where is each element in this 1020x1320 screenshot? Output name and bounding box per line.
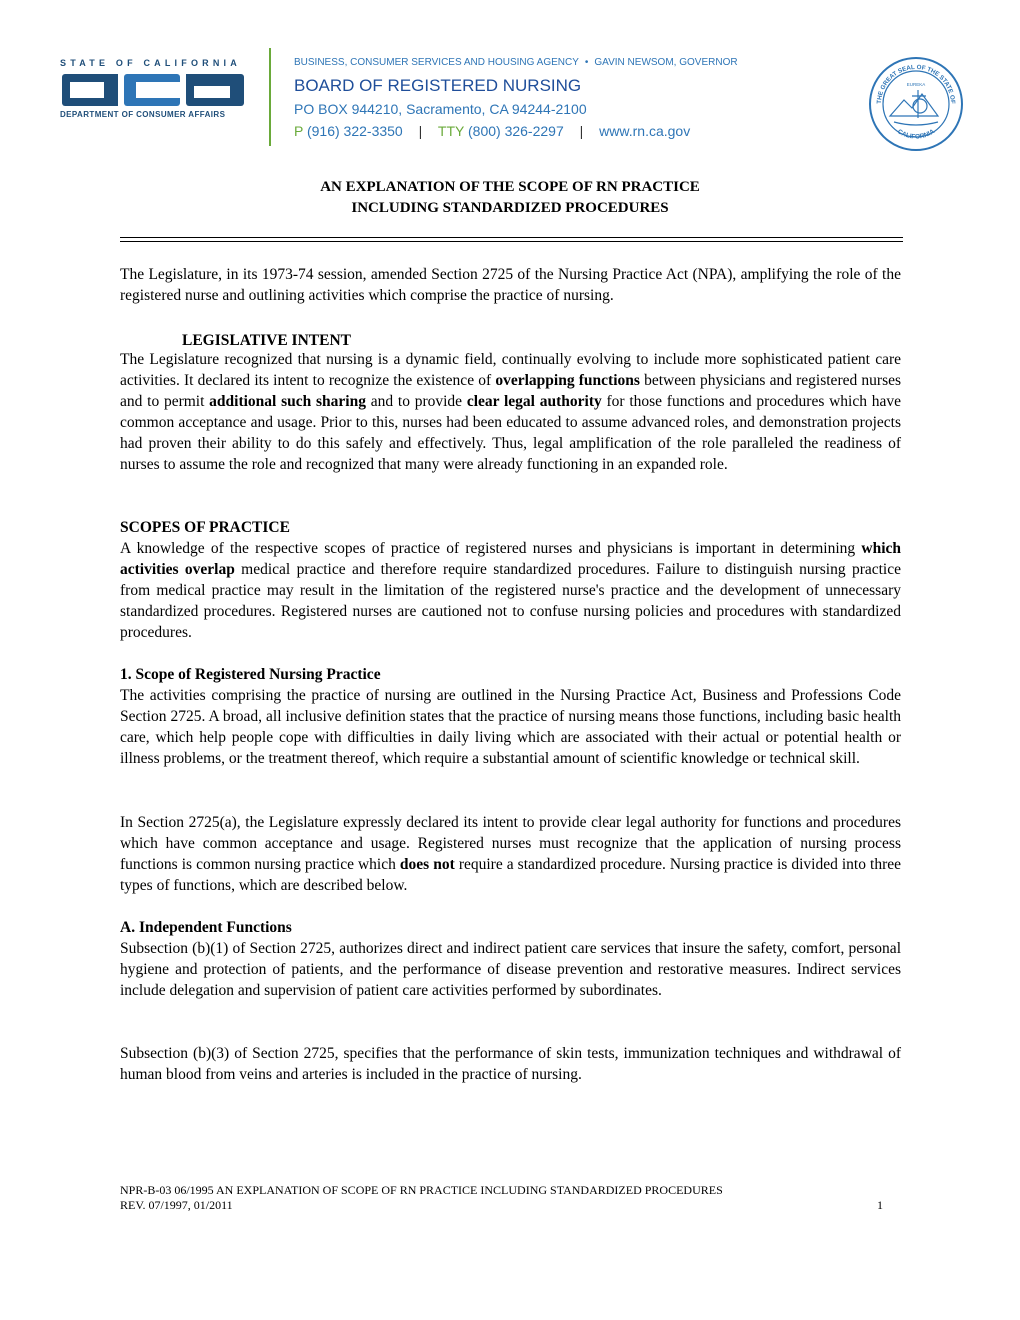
agency-bullet: • [584,57,589,68]
bold-overlapping-functions: overlapping functions [495,372,640,389]
phone-label: P [294,123,304,139]
logo-dept-text: DEPARTMENT OF CONSUMER AFFAIRS [60,110,226,119]
document-title-line1: AN EXPLANATION OF THE SCOPE OF RN PRACTICE [320,179,700,195]
independent-functions-paragraph-2: Subsection (b)(3) of Section 2725, specifies that the performance of skin tests, immunization techniques and withdrawal of human blood from veins and arteries is included in the practice of nursing. [120,1045,901,1083]
independent-functions-heading: A. Independent Functions [120,919,292,936]
footer-doc-id: NPR-B-03 06/1995 AN EXPLANATION OF SCOPE OF RN PRACTICE INCLUDING STANDARDIZED PROCEDURES [120,1183,723,1197]
scopes-paragraph [120,538,901,643]
section-2725a-paragraph [120,812,901,896]
text-run: for those functions and procedures which have common acceptance and usage. Prior to this, nurses had been educated to assume advanced roles, and demonstration projects had proven their ability to do this safely and effectively. Thus, legal amplification of the role paralleled the readiness of nurses to assume the role and recognized that many were already functioning in an expanded role. [120,393,902,473]
title-rule-bottom [120,241,903,242]
page-footer [120,1183,883,1213]
seal-motto: EUREKA [906,82,926,87]
legislative-intent-paragraph [120,349,901,475]
website-link[interactable]: www.rn.ca.gov [599,123,691,139]
tty-label: TTY [437,123,465,139]
dca-logo [60,58,250,119]
bold-clear-legal-authority: clear legal authority [466,393,602,410]
text-run: The Legislature recognized that nursing is a dynamic field, continually evolving to include more sophisticated patient care activities. It declared its intent to recognize the existence of [120,351,901,389]
footer-row [120,1198,883,1213]
letterhead-divider [269,48,271,146]
footer-revision: REV. 07/1997, 01/2011 [120,1198,233,1212]
page-number: 1 [877,1198,883,1212]
board-name: BOARD OF REGISTERED NURSING [294,76,582,95]
independent-functions-paragraph-1: Subsection (b)(1) of Section 2725, authorizes direct and indirect patient care services that insure the safety, comfort, personal hygiene and protection of patients, and the performance of disease prevention and restorative measures. Indirect services include delegation and supervision of patient care activities performed by subordinates. [120,940,901,999]
bold-additional-sharing: additional such sharing [209,393,366,410]
scope-rn-paragraph: The activities comprising the practice of nursing are outlined in the Nursing Practice Act, Business and Professions Code Section 2725. A broad, all inclusive definition states that the practice of nursing means those functions, including basic health care, which help people cope with difficulties in daily living which are associated with their actual or potential health or illness problems, or the treatment thereof, which require a substantial amount of scientific knowledge or technical skill. [120,687,901,767]
governor-name: GAVIN NEWSOM, GOVERNOR [594,57,738,68]
text-run: and to provide [370,393,463,410]
text-run: between physicians and registered nurses and to permit [120,372,902,410]
tty-number: (800) 326-2297 [468,123,564,139]
board-address: PO BOX 944210, Sacramento, CA 94244-2100 [294,101,587,117]
title-rule-top [120,237,903,238]
text-run: medical practice and therefore require standardized procedures. Failure to distinguish nursing practice from medical practice may result in the limitation of the registered nurse's practice and the development of unnecessary standardized procedures. Registered nurses are cautioned not to confuse nursing policies and procedures with standardized procedures. [120,561,901,641]
intro-paragraph: The Legislature, in its 1973-74 session, amended Section 2725 of the Nursing Practice Act (NPA), amplifying the role of the registered nurse and outlining activities which comprise the practice of nursing. [120,266,901,304]
contact-separator: | [418,123,423,139]
legislative-intent-heading: LEGISLATIVE INTENT [182,332,351,349]
contact-line [294,123,690,139]
contact-separator-2: | [579,123,584,139]
text-run: require a standardized procedure. Nursing practice is divided into three types of functions, which are described below. [120,856,901,894]
seal-top-text: THE GREAT SEAL OF THE STATE OF [875,63,957,105]
bold-which-activities-overlap: which activities overlap [120,540,902,578]
scope-rn-heading: 1. Scope of Registered Nursing Practice [120,666,381,683]
dca-logo-icon [60,74,246,106]
bold-does-not: does not [399,856,455,873]
text-run: In Section 2725(a), the Legislature expressly declared its intent to provide clear legal authority for functions and procedures which have common acceptance and usage. Registered nurses must recognize that the application of nursing process functions is common nursing practice which [120,814,901,873]
document-title-line2: INCLUDING STANDARDIZED PROCEDURES [351,200,669,216]
phone-number: (916) 322-3350 [306,123,403,139]
seal-bottom-text: CALIFORNIA [896,128,936,141]
agency-name: BUSINESS, CONSUMER SERVICES AND HOUSING AGENCY [294,57,579,68]
agency-line [294,57,738,68]
logo-state-text: STATE OF CALIFORNIA [60,58,241,68]
scopes-heading: SCOPES OF PRACTICE [120,519,290,536]
california-seal-icon [868,56,964,152]
text-run: A knowledge of the respective scopes of practice of registered nurses and physicians is important in determining [120,540,856,557]
